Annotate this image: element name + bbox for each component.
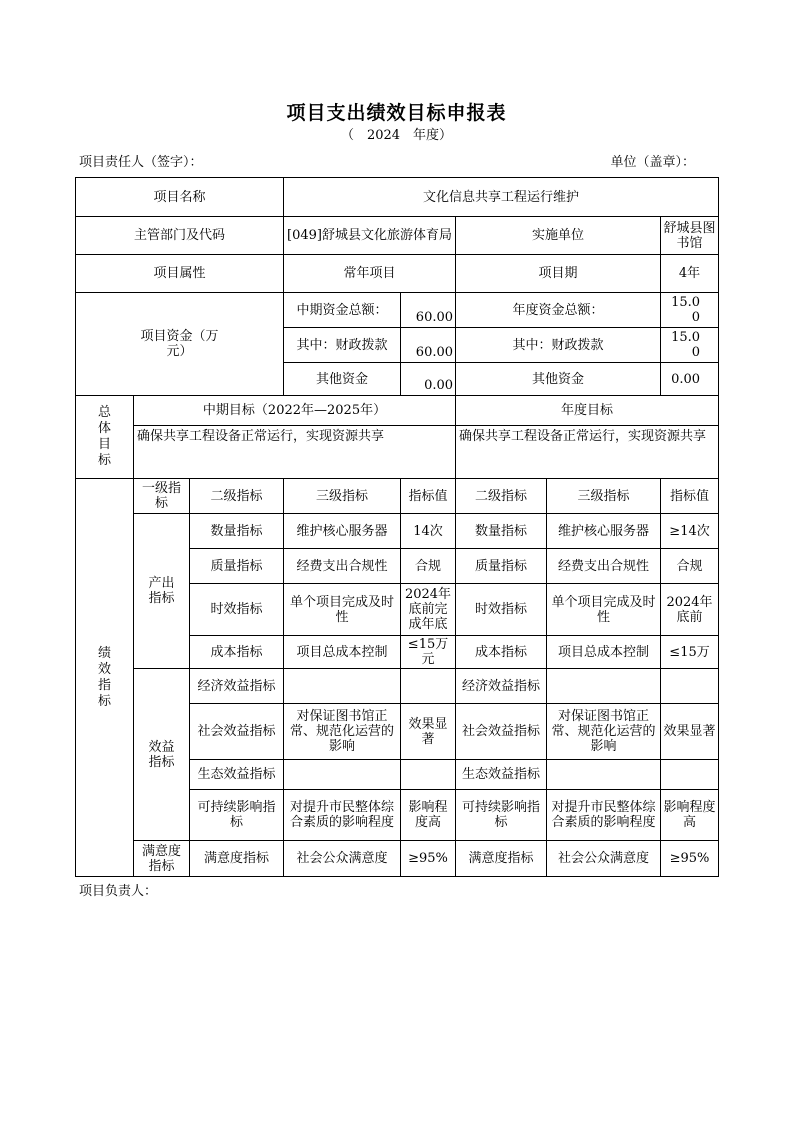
- overall-goals-label-text: 总体目标: [97, 405, 111, 468]
- cell-l2: 经济效益指标: [190, 669, 284, 704]
- cell-value: 2024年底前完成年底: [401, 584, 456, 636]
- cell-l2: 时效指标: [190, 584, 284, 636]
- cell-l3: [284, 669, 401, 704]
- header-level2: 二级指标: [190, 479, 284, 514]
- row-attribute: [76, 255, 719, 293]
- row-perf-header: [76, 479, 719, 514]
- cell-value-annual: 2024年底前: [661, 584, 719, 636]
- annual-other-label: 其他资金: [456, 363, 661, 396]
- overall-goals-label: [76, 396, 134, 479]
- cell-l3: 社会公众满意度: [284, 841, 401, 877]
- project-name-label: 项目名称: [76, 178, 284, 217]
- perf-indicators-label-text: 绩效指标: [97, 645, 111, 709]
- table-row: [76, 669, 719, 704]
- cell-value: ≥95%: [401, 841, 456, 877]
- benefit-indicators-label: [134, 669, 190, 841]
- header-value: 指标值: [401, 479, 456, 514]
- form-title: 项目支出绩效目标申报表: [286, 102, 507, 124]
- cell-value-annual: ≥14次: [661, 514, 719, 549]
- cell-l3-annual: 经费支出合规性: [547, 549, 661, 584]
- cell-value-annual: [661, 760, 719, 790]
- cell-l3-annual: 项目总成本控制: [547, 636, 661, 669]
- annual-total-value: 15.00: [661, 293, 719, 328]
- cell-l2-annual: 满意度指标: [456, 841, 547, 877]
- cell-l2-annual: 生态效益指标: [456, 760, 547, 790]
- cell-l3: 维护核心服务器: [284, 514, 401, 549]
- cell-l2: 可持续影响指标: [190, 790, 284, 841]
- row-department: [76, 217, 719, 255]
- cell-l3: [284, 760, 401, 790]
- period-value: 4年: [661, 255, 719, 293]
- cell-l2-annual: 社会效益指标: [456, 704, 547, 760]
- mid-goal-header: 中期目标（2022年—2025年）: [134, 396, 456, 426]
- row-goals-content: [76, 426, 719, 479]
- cell-l2-annual: 经济效益指标: [456, 669, 547, 704]
- funds-label: [76, 293, 284, 396]
- cell-l3: 对保证图书馆正常、规范化运营的影响: [284, 704, 401, 760]
- attr-value: 常年项目: [284, 255, 456, 293]
- cell-l2: 质量指标: [190, 549, 284, 584]
- cell-value-annual: 合规: [661, 549, 719, 584]
- unit-seal-label: 单位（盖章）：: [610, 155, 695, 170]
- table-row: [76, 514, 719, 549]
- dept-value: [049]舒城县文化旅游体育局: [284, 217, 456, 255]
- cell-l3-annual: [547, 669, 661, 704]
- cell-l2-annual: 成本指标: [456, 636, 547, 669]
- header-level3-annual: 三级指标: [547, 479, 661, 514]
- cell-l2-annual: 数量指标: [456, 514, 547, 549]
- cell-l3: 单个项目完成及时性: [284, 584, 401, 636]
- impl-value: 舒城县图书馆: [661, 217, 719, 255]
- annual-other-value: 0.00: [661, 363, 719, 396]
- mid-fiscal-value: 60.00: [401, 328, 456, 363]
- annual-goal-header: 年度目标: [456, 396, 719, 426]
- output-indicators-label: [134, 514, 190, 669]
- cell-l3-annual: 对保证图书馆正常、规范化运营的影响: [547, 704, 661, 760]
- row-funds-total: [76, 293, 719, 328]
- cell-l3: 项目总成本控制: [284, 636, 401, 669]
- mid-total-value: 60.00: [401, 293, 456, 328]
- cell-l3-annual: 单个项目完成及时性: [547, 584, 661, 636]
- cell-value: 效果显著: [401, 704, 456, 760]
- project-owner-label: 项目负责人：: [79, 884, 158, 899]
- mid-other-value: 0.00: [401, 363, 456, 396]
- cell-l3-annual: 维护核心服务器: [547, 514, 661, 549]
- cell-value: 14次: [401, 514, 456, 549]
- cell-l2-annual: 时效指标: [456, 584, 547, 636]
- cell-l2: 满意度指标: [190, 841, 284, 877]
- output-indicators-label-text: 产出指标: [148, 576, 175, 606]
- cell-l3-annual: [547, 760, 661, 790]
- cell-l2: 社会效益指标: [190, 704, 284, 760]
- cell-value: 影响程度高: [401, 790, 456, 841]
- cell-value-annual: ≥95%: [661, 841, 719, 877]
- cell-value: ≤15万元: [401, 636, 456, 669]
- year-line: （ 2024 年度）: [340, 128, 453, 143]
- cell-l2: 成本指标: [190, 636, 284, 669]
- cell-l3: 经费支出合规性: [284, 549, 401, 584]
- header-level1: 一级指标: [134, 479, 190, 514]
- cell-value-annual: 影响程度高: [661, 790, 719, 841]
- funds-label-text: 项目资金（万元）: [140, 329, 219, 359]
- dept-label: 主管部门及代码: [76, 217, 284, 255]
- cell-l2-annual: 质量指标: [456, 549, 547, 584]
- attr-label: 项目属性: [76, 255, 284, 293]
- annual-fiscal-label: 其中：财政拨款: [456, 328, 661, 363]
- mid-total-label: 中期资金总额：: [284, 293, 401, 328]
- mid-fiscal-label: 其中：财政拨款: [284, 328, 401, 363]
- performance-form-table: [75, 177, 719, 877]
- annual-fiscal-value: 15.00: [661, 328, 719, 363]
- cell-value-annual: 效果显著: [661, 704, 719, 760]
- annual-total-label: 年度资金总额：: [456, 293, 661, 328]
- cell-l3-annual: 对提升市民整体综合素质的影响程度: [547, 790, 661, 841]
- table-row: [76, 841, 719, 877]
- cell-l2-annual: 可持续影响指标: [456, 790, 547, 841]
- row-goals-header: [76, 396, 719, 426]
- cell-l3-annual: 社会公众满意度: [547, 841, 661, 877]
- cell-l2: 数量指标: [190, 514, 284, 549]
- cell-l2: 生态效益指标: [190, 760, 284, 790]
- cell-value: [401, 669, 456, 704]
- responsible-sign-label: 项目责任人（签字）：: [79, 155, 203, 170]
- cell-value: [401, 760, 456, 790]
- cell-value-annual: [661, 669, 719, 704]
- mid-other-label: 其他资金: [284, 363, 401, 396]
- benefit-indicators-label-text: 效益指标: [148, 739, 175, 770]
- header-level3: 三级指标: [284, 479, 401, 514]
- cell-value-annual: ≤15万: [661, 636, 719, 669]
- satisfaction-label: [134, 841, 190, 877]
- impl-label: 实施单位: [456, 217, 661, 255]
- header-level2-annual: 二级指标: [456, 479, 547, 514]
- cell-l3: 对提升市民整体综合素质的影响程度: [284, 790, 401, 841]
- mid-goal-text: 确保共享工程设备正常运行，实现资源共享: [134, 426, 456, 479]
- cell-value: 合规: [401, 549, 456, 584]
- period-label: 项目期: [456, 255, 661, 293]
- header-value-annual: 指标值: [661, 479, 719, 514]
- annual-goal-text: 确保共享工程设备正常运行，实现资源共享: [456, 426, 719, 479]
- row-project-name: [76, 178, 719, 217]
- satisfaction-label-text: 满意度指标: [141, 843, 181, 874]
- perf-indicators-label: [76, 479, 134, 877]
- project-name-value: 文化信息共享工程运行维护: [284, 178, 719, 217]
